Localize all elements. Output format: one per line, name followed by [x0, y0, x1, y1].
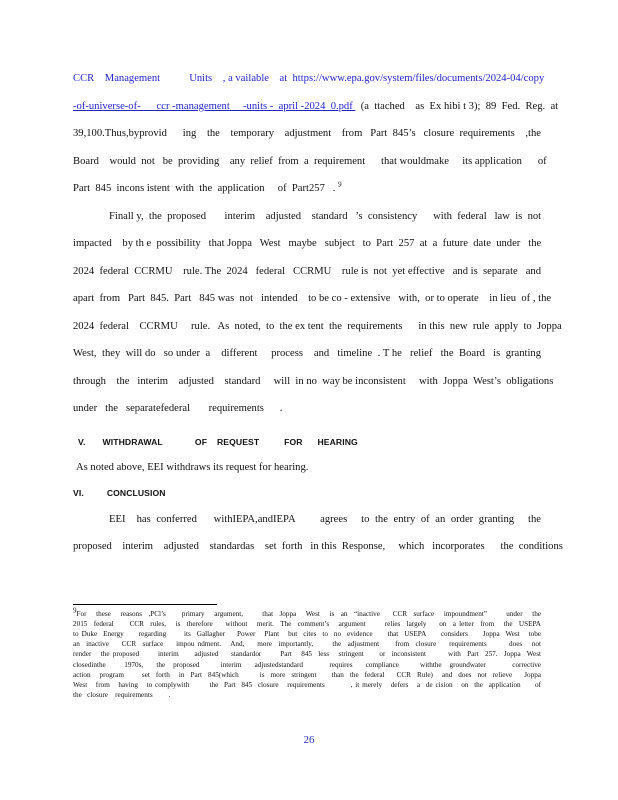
text-span: For these reasons ,PCl’s primary argument, that Joppa West is an “inactive CCR surface impoundment” under the — [76, 610, 541, 618]
text-line — [73, 127, 541, 141]
text-line — [73, 72, 545, 86]
text-line — [109, 210, 541, 224]
text-line: EEI has conferred withIEPA,andIEPA agrees to the entry of an order granting the — [109, 514, 541, 525]
text-span: 2024 federal CCRMU rule. As noted, to the ex tent the requirements in this new rule apply to Joppa — [73, 320, 562, 332]
text-line: proposed interim adjusted standardas set forth in this Response, which incorporates the conditions — [73, 541, 563, 552]
footnote-line — [73, 650, 541, 659]
footnote-line — [73, 681, 541, 690]
text-span: apart from Part 845. Part 845 was not intended to be co - extensive with, or to operate in lieu of , the — [73, 293, 552, 304]
text-span: through the interim adjusted standard will in no way be inconsistent with Joppa West’s obligations — [73, 375, 554, 387]
section-title: CONCLUSION — [106, 488, 166, 498]
footnote-line — [73, 606, 541, 619]
footnote-separator — [73, 604, 217, 605]
text-line — [73, 402, 541, 416]
section-heading-withdrawal — [78, 436, 358, 448]
footnote-ref: 9 — [73, 606, 77, 615]
text-line — [73, 265, 541, 279]
link-text[interactable]: CCR Management Units , — [73, 73, 229, 84]
text-span: Finall y, the proposed interim adjusted standard ’s consistency with federal law is not — [109, 210, 542, 222]
link-text[interactable]: a vailable at https://www.epa.gov/system/files/documents/2024-04/copy — [228, 73, 545, 84]
text-span: to Duke Energy regarding its Gallagher Power Plant but cites to no evidence that USEPA considers Joppa West tobe — [73, 630, 541, 639]
text-span: (a ttached as Ex hibi t 3); 89 Fed. Reg. at — [355, 100, 559, 112]
text-span: under the separatefederal requirements . — [73, 403, 283, 414]
footnote-line — [73, 640, 541, 649]
footnote-line — [73, 691, 541, 700]
text-line — [73, 155, 547, 169]
text-span: 2024 federal CCRMU rule. The 2024 federal CCRMU rule is not yet effective and is separate and — [73, 265, 541, 277]
section-number: VI. — [73, 488, 84, 498]
footnote-line — [73, 630, 541, 639]
text-line — [73, 182, 541, 196]
text-line — [73, 375, 554, 389]
text-line — [73, 100, 559, 114]
text-line — [73, 347, 541, 361]
text-span: action program set forth in Part 845(which is more stringent than the federal CCR Rule) and does not relieve Joppa — [73, 670, 541, 679]
footnote-line — [73, 661, 541, 670]
withdrawal-paragraph: As noted above, EEI withdraws its request for hearing. — [76, 462, 309, 473]
text-line — [73, 320, 562, 334]
text-span: an inactive CCR surface impou ndment. And, more importantly, the adjustment from closure requirements does not — [73, 640, 541, 649]
link-text[interactable]: -of-universe-of- ccr -management -units - april -2024_0.pdf — [73, 100, 356, 112]
text-span: West from having to complywith the Part 845 closure requirements , it merely defers a de cision on the application of — [73, 680, 541, 689]
text-line — [73, 292, 552, 306]
text-span: closedinthe 1970s, the proposed interim adjustedstandard requires compliance withthe groundwater corrective — [73, 660, 541, 669]
text-span: the closure requirements . — [73, 690, 171, 699]
text-span: Part 845 incons istent with the application of Part257 . — [73, 183, 339, 194]
section-title: WITHDRAWAL OF REQUEST FOR HEARING — [102, 437, 358, 447]
text-line — [73, 237, 541, 251]
footnote-line — [73, 671, 541, 680]
footnote-ref: 9 — [338, 180, 342, 189]
section-number: V. — [78, 437, 86, 447]
text-span: 39,100.Thus,byprovid ing the temporary adjustment from Part 845’s closure requirements ,the — [73, 128, 541, 139]
text-span: impacted by th e possibility that Joppa West maybe subject to Part 257 at a future date under the — [73, 238, 542, 249]
text-span: West, they will do so under a different process and timeline . T he relief the Board is granting — [73, 348, 541, 359]
text-span: render the proposed interim adjusted standardor Part 845 less stringent or inconsistent with Part 257. Joppa West — [73, 650, 541, 659]
text-span: Board would not be providing any relief from a requirement that wouldmake its application of — [73, 155, 547, 167]
section-heading-conclusion — [73, 487, 166, 499]
text-span: 2015 federal CCR rules, is therefore without merit. The comment’s argument relies largely on a letter from the USEPA — [73, 620, 541, 629]
footnote-line — [73, 620, 541, 629]
page-number: 26 — [303, 734, 315, 746]
